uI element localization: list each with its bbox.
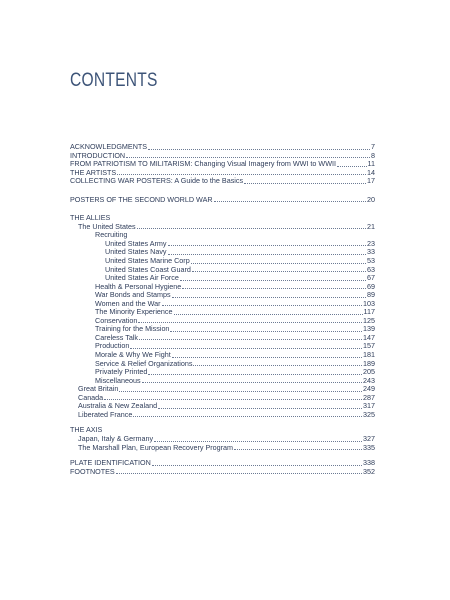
subheading-recruiting: Recruiting: [95, 230, 128, 240]
dot-leader: [214, 201, 366, 202]
entry-label: Conservation: [95, 315, 138, 325]
dot-leader: [244, 183, 366, 184]
dot-leader: [168, 254, 366, 255]
entry-label: PLATE IDENTIFICATION: [70, 458, 151, 468]
page-number: 335: [363, 442, 375, 452]
dot-leader: [193, 365, 362, 366]
table-of-contents: [70, 143, 375, 476]
dot-leader: [116, 473, 362, 474]
dot-leader: [126, 157, 370, 158]
page-number: 69: [367, 281, 375, 291]
dot-leader: [191, 263, 366, 264]
entry-label: United States Army: [105, 238, 167, 248]
page-number: 8: [371, 150, 375, 160]
toc-entry-footnotes[interactable]: [70, 468, 375, 477]
dot-leader: [174, 314, 363, 315]
entry-label: Health & Personal Hygiene: [95, 281, 182, 291]
page-number: 89: [367, 290, 375, 300]
dot-leader: [148, 149, 370, 150]
dot-leader: [137, 228, 366, 229]
page-number: 20: [367, 194, 375, 204]
page-title: CONTENTS: [70, 70, 158, 91]
page-number: 14: [367, 167, 375, 177]
entry-label: War Bonds and Stamps: [95, 290, 171, 300]
dot-leader: [152, 465, 362, 466]
dot-leader: [139, 339, 362, 340]
page-number: 352: [363, 466, 375, 476]
page-number: 325: [363, 409, 375, 419]
entry-label: The Minority Experience: [95, 307, 173, 317]
entry-label: United States Marine Corp: [105, 256, 190, 266]
page-number: 287: [363, 392, 375, 402]
dot-leader: [337, 166, 367, 167]
dot-leader: [182, 288, 366, 289]
entry-label: Service & Relief Organizations: [95, 358, 193, 368]
page-number: 63: [367, 264, 375, 274]
toc-entry-liberated-france[interactable]: [70, 411, 375, 420]
entry-label: COLLECTING WAR POSTERS: A Guide to the Basics: [70, 176, 244, 186]
entry-label: ACKNOWLEDGMENTS: [70, 142, 148, 151]
page-number: 17: [367, 176, 375, 186]
entry-label: Liberated France: [78, 409, 133, 419]
dot-leader: [180, 280, 366, 281]
page-number: 205: [363, 367, 375, 377]
toc-entry-marshall-plan[interactable]: [70, 444, 375, 453]
dot-leader: [168, 245, 366, 246]
section-heading-allies: THE ALLIES: [70, 213, 111, 223]
page-number: 125: [363, 315, 375, 325]
entry-label: INTRODUCTION: [70, 150, 126, 160]
dot-leader: [117, 174, 366, 175]
entry-label: United States Navy: [105, 247, 167, 257]
page-number: 181: [363, 350, 375, 360]
entry-label: FOOTNOTES: [70, 466, 115, 476]
page-number: 33: [367, 247, 375, 257]
page-number: 338: [363, 458, 375, 468]
page-number: 67: [367, 273, 375, 283]
dot-leader: [170, 331, 362, 332]
entry-label: Australia & New Zealand: [78, 401, 158, 411]
entry-label: Privately Printed: [95, 367, 148, 377]
entry-label: Women and the War: [95, 298, 161, 308]
entry-label: Morale & Why We Fight: [95, 350, 171, 360]
dot-leader: [119, 391, 362, 392]
entry-label: Miscellaneous: [95, 375, 141, 385]
dot-leader: [192, 271, 366, 272]
page-number: 249: [363, 384, 375, 394]
entry-label: THE ARTISTS: [70, 167, 117, 177]
dot-leader: [138, 322, 362, 323]
page-number: 103: [363, 298, 375, 308]
page-number: 317: [363, 401, 375, 411]
dot-leader: [133, 416, 362, 417]
page-number: 139: [363, 324, 375, 334]
page-number: 189: [363, 358, 375, 368]
page-number: 117: [363, 307, 375, 317]
page-number: 157: [363, 341, 375, 351]
entry-label: United States Air Force: [105, 273, 179, 283]
toc-entry-plate-identification[interactable]: [70, 459, 375, 468]
dot-leader: [172, 357, 362, 358]
dot-leader: [154, 441, 362, 442]
page-number: 327: [363, 433, 375, 443]
entry-label: The Marshall Plan, European Recovery Program: [78, 442, 234, 452]
toc-entry-posters[interactable]: [70, 196, 375, 205]
page-number: 243: [363, 375, 375, 385]
page-number: 11: [367, 159, 375, 169]
page-number: 23: [367, 238, 375, 248]
page-number: 21: [367, 221, 375, 231]
page-number: 53: [367, 256, 375, 266]
entry-label: POSTERS OF THE SECOND WORLD WAR: [70, 194, 213, 204]
page-number: 7: [371, 142, 375, 151]
dot-leader: [234, 449, 362, 450]
entry-label: FROM PATRIOTISM TO MILITARISM: Changing Visual Imagery from WWI to WWII: [70, 159, 336, 169]
dot-leader: [162, 305, 362, 306]
dot-leader: [130, 348, 362, 349]
dot-leader: [104, 399, 362, 400]
entry-label: Japan, Italy & Germany: [78, 433, 154, 443]
page-number: 147: [363, 332, 375, 342]
dot-leader: [142, 382, 362, 383]
toc-entry-collecting[interactable]: [70, 177, 375, 186]
entry-label: The United States: [78, 221, 136, 231]
dot-leader: [158, 408, 362, 409]
entry-label: Training for the Mission: [95, 324, 170, 334]
toc-entry-great-britain[interactable]: [70, 385, 375, 394]
dot-leader: [148, 374, 362, 375]
entry-label: Production: [95, 341, 130, 351]
dot-leader: [172, 297, 366, 298]
entry-label: Careless Talk: [95, 332, 139, 342]
entry-label: Canada: [78, 392, 104, 402]
entry-label: United States Coast Guard: [105, 264, 191, 274]
section-heading-axis: THE AXIS: [70, 425, 103, 435]
entry-label: Great Britain: [78, 384, 119, 394]
